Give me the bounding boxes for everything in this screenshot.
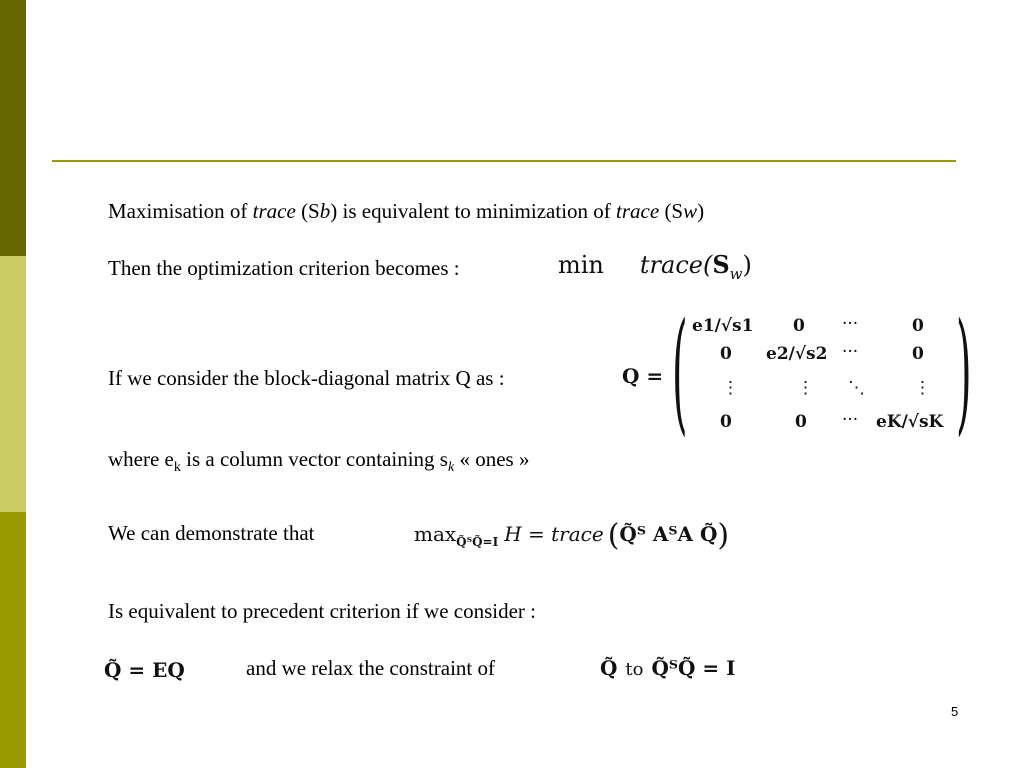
matrix-cell: 0: [720, 344, 732, 364]
left-bar-middle: [0, 256, 26, 512]
left-bar-top: [0, 0, 26, 256]
formula-q-eq: Q̃ = EQ: [104, 658, 185, 682]
matrix-cell: ···: [842, 314, 859, 334]
line-precedent: Is equivalent to precedent criterion if we consider :: [108, 599, 536, 623]
matrix-cell: ⋮: [722, 378, 739, 398]
slide-number: 5: [951, 704, 959, 719]
formula-constraint: Q̃ to Q̃ᵀQ̃ = I: [600, 656, 736, 680]
matrix-left-paren: (: [672, 298, 688, 450]
matrix-cell: ⋱: [848, 378, 865, 398]
matrix-cell: e1/√s1: [692, 316, 754, 336]
matrix-cell: 0: [795, 412, 807, 432]
matrix-cell: ⋮: [914, 378, 931, 398]
title-divider: [52, 160, 956, 162]
matrix-cell: eK/√sK: [876, 412, 944, 432]
matrix-cell: e2/√s2: [766, 344, 828, 364]
matrix-cell: 0: [793, 316, 805, 336]
left-bar-bottom: [0, 512, 26, 768]
matrix-right-paren: ): [956, 298, 972, 450]
matrix-cell: ···: [842, 342, 859, 362]
matrix-cell: 0: [912, 316, 924, 336]
matrix-cell: ⋮: [797, 378, 814, 398]
line-block-diagonal: If we consider the block-diagonal matrix Q as :: [108, 366, 505, 390]
line-demonstrate: We can demonstrate that: [108, 521, 315, 545]
matrix-cell: ···: [842, 410, 859, 430]
formula-min-trace: $\min trace(S_w)$: [558, 250, 752, 283]
matrix-lhs: Q =: [622, 364, 664, 388]
line-column-vector: where $e_k$ is a column vector containing $s_k$ « ones »: [108, 447, 530, 476]
formula-max-trace: $\max_{Q̃ᵀQ̃=I} H$ = trace (Q̃ᵀ AᵀA Q̃): [414, 518, 730, 553]
line-criterion: Then the optimization criterion becomes :: [108, 256, 460, 280]
line-relax: and we relax the constraint of: [246, 656, 495, 680]
line-maximisation: Maximisation of trace (Sb) is equivalent to minimization of trace (Sw): [108, 199, 705, 223]
matrix-cell: 0: [720, 412, 732, 432]
matrix-cell: 0: [912, 344, 924, 364]
